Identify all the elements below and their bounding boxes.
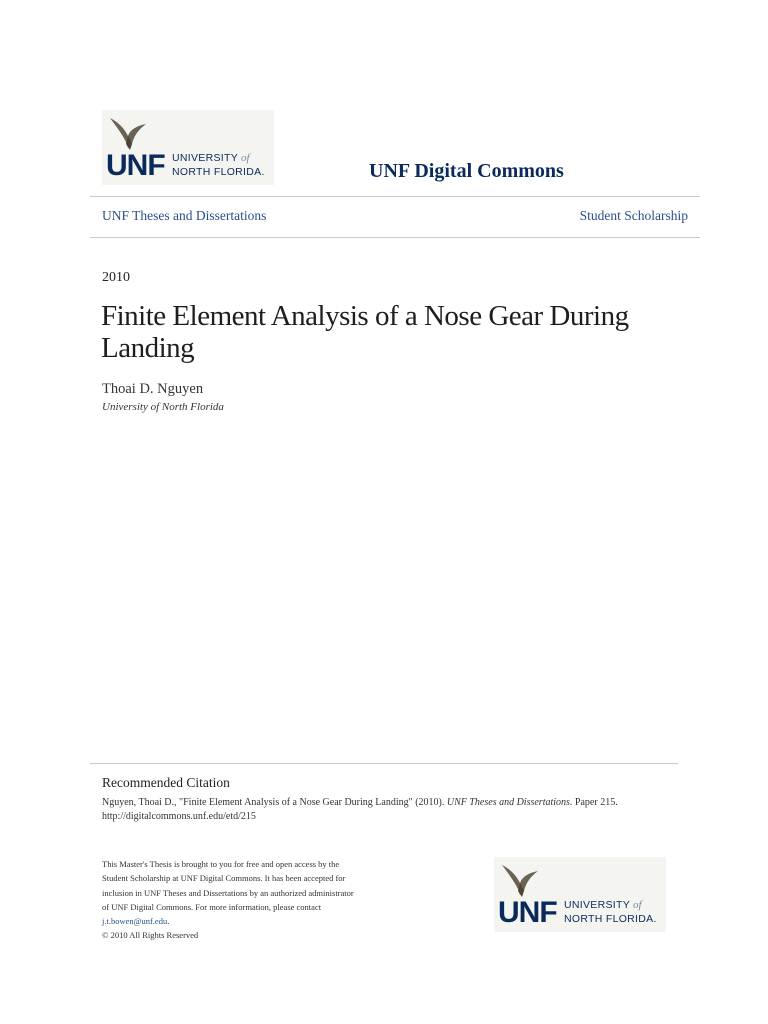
theses-dissertations-link[interactable]: UNF Theses and Dissertations bbox=[102, 208, 267, 223]
citation-text: Nguyen, Thoai D., "Finite Element Analysis of a Nose Gear During Landing" (2010). UNF Theses and Dissertations. Paper 215. http://digitalcommons.unf.edu/etd/215 bbox=[102, 797, 618, 822]
logo-mark: UNF bbox=[106, 149, 165, 182]
logo-university-name: UNIVERSITY of NORTH FLORIDA. bbox=[564, 899, 657, 925]
site-title-link[interactable]: UNF Digital Commons bbox=[369, 160, 564, 182]
unf-logo-top[interactable] bbox=[102, 110, 274, 185]
osprey-icon bbox=[108, 114, 148, 154]
unf-logo-bottom[interactable] bbox=[494, 857, 666, 932]
access-notice: This Master's Thesis is brought to you for free and open access by the Student Scholarship at UNF Digital Commons. It has been accepted for inclusion in UNF Theses and Dissertations by an authorized administrator of UNF Digital Commons. For more information, please contact j.t.bowen@unf.edu. © 2010 All Rights Reserved bbox=[102, 857, 402, 943]
author-affiliation: University of North Florida bbox=[102, 401, 224, 413]
logo-university-name: UNIVERSITY of NORTH FLORIDA. bbox=[172, 152, 265, 178]
paper-title: Finite Element Analysis of a Nose Gear During Landing bbox=[101, 300, 629, 364]
divider bbox=[90, 763, 678, 764]
divider bbox=[90, 237, 700, 238]
author-name: Thoai D. Nguyen bbox=[102, 381, 204, 397]
publication-year: 2010 bbox=[102, 270, 130, 285]
student-scholarship-link[interactable]: Student Scholarship bbox=[579, 208, 688, 223]
logo-mark: UNF bbox=[498, 896, 557, 929]
divider bbox=[90, 196, 700, 197]
osprey-icon bbox=[500, 861, 540, 901]
citation-url: http://digitalcommons.unf.edu/etd/215 bbox=[102, 811, 256, 822]
citation-heading: Recommended Citation bbox=[102, 775, 230, 790]
contact-email-link[interactable]: j.t.bowen@unf.edu bbox=[102, 916, 168, 927]
copyright-text: © 2010 All Rights Reserved bbox=[102, 930, 199, 941]
